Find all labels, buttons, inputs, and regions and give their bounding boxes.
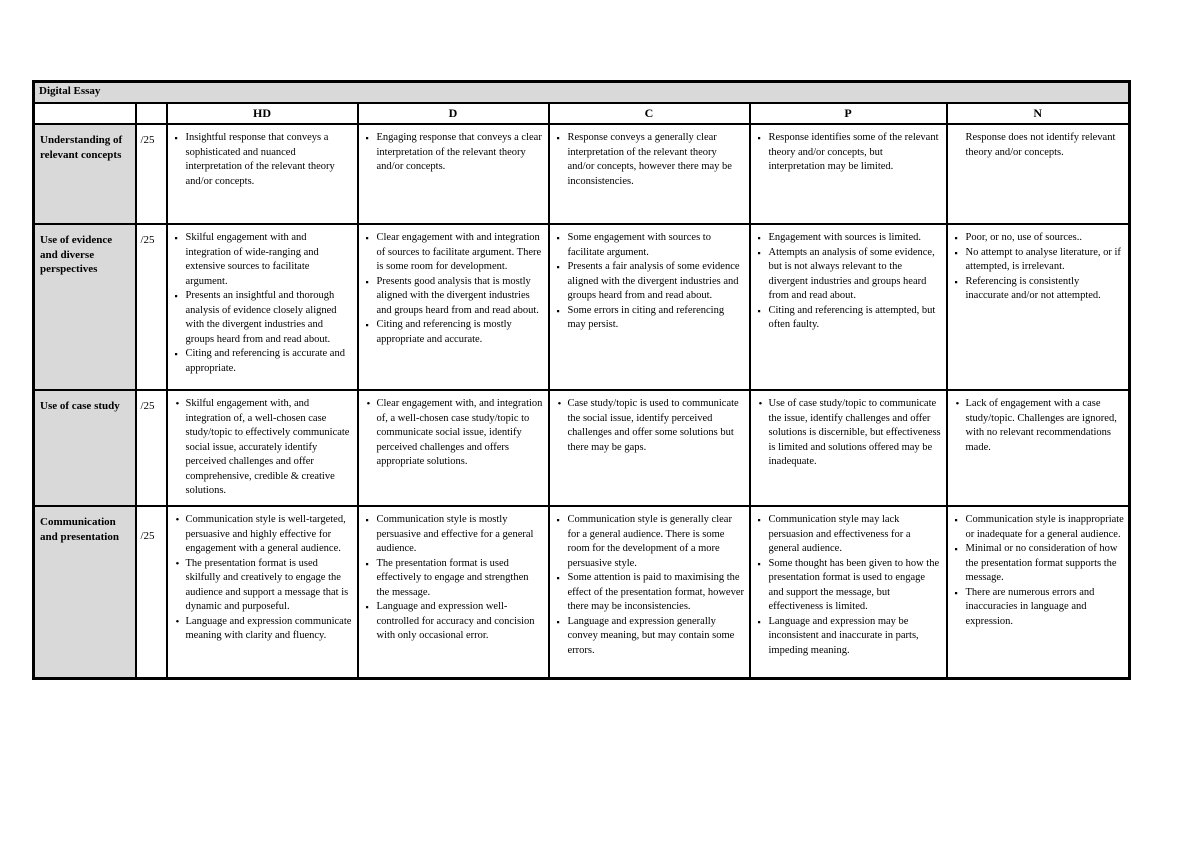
descriptor-point: ▪ Poor, or no, use of sources.. — [966, 231, 1125, 246]
criterion-label: Use of evidence and diverse perspectives — [34, 224, 136, 390]
descriptor-n — [947, 224, 1130, 390]
descriptor-point: ▪ Referencing is consistently inaccurate and/or not attempted. — [966, 275, 1125, 304]
descriptor-point: ▪ Communication style is inappropriate or inadequate for a general audience. — [966, 513, 1125, 542]
descriptor-point: • The presentation format is used skilfully and creatively to engage the audience and support a message that is dynamic and purposeful. — [186, 557, 353, 615]
descriptor-point: ▪ Language and expression generally convey meaning, but may contain some errors. — [568, 615, 745, 659]
score-out-of: /25 — [136, 390, 167, 506]
descriptor-point: ▪ Citing and referencing is attempted, but often faulty. — [769, 304, 942, 333]
descriptor-point: ▪ Engaging response that conveys a clear interpretation of the relevant theory and/or concepts. — [377, 131, 544, 175]
descriptor-p — [750, 224, 947, 390]
grade-header-n: N — [947, 103, 1130, 124]
descriptor-point: ▪ Some attention is paid to maximising the effect of the presentation format, however there may be inconsistencies. — [568, 571, 745, 615]
descriptor-c — [549, 506, 750, 678]
descriptor-d — [358, 224, 549, 390]
grade-header-hd: HD — [167, 103, 358, 124]
descriptor-point: • Lack of engagement with a case study/topic. Challenges are ignored, with no relevant recommendations made. — [966, 397, 1125, 455]
descriptor-point: ▪ Communication style is generally clear for a general audience. There is some room for the development of a more persuasive style. — [568, 513, 745, 571]
descriptor-p — [750, 124, 947, 224]
descriptor-hd — [167, 390, 358, 506]
criterion-row-case-study — [34, 390, 1130, 506]
header-blank-criterion — [34, 103, 136, 124]
table-title: Digital Essay — [34, 82, 1130, 104]
score-out-of: /25 — [136, 124, 167, 224]
rubric-table — [32, 80, 1131, 680]
descriptor-n — [947, 390, 1130, 506]
descriptor-point: • Use of case study/topic to communicate the issue, identify challenges and offer solutions is discernible, but effectiveness is limited and solutions offered may be inadequate. — [769, 397, 942, 470]
score-out-of: /25 — [136, 224, 167, 390]
descriptor-hd — [167, 124, 358, 224]
criterion-label: Understanding of relevant concepts — [34, 124, 136, 224]
descriptor-c — [549, 224, 750, 390]
descriptor-hd — [167, 224, 358, 390]
descriptor-c — [549, 390, 750, 506]
descriptor-point: ▪ Presents an insightful and thorough analysis of evidence closely aligned with the divergent industries and groups heard from and read about. — [186, 289, 353, 347]
descriptor-point: ▪ Language and expression well-controlled for accuracy and concision with only occasional error. — [377, 600, 544, 644]
descriptor-point: ▪ Response identifies some of the relevant theory and/or concepts, but interpretation may be limited. — [769, 131, 942, 175]
descriptor-point: ▪ Engagement with sources is limited. — [769, 231, 942, 246]
descriptor-d — [358, 390, 549, 506]
descriptor-point: ▪ No attempt to analyse literature, or if attempted, is irrelevant. — [966, 246, 1125, 275]
header-blank-score — [136, 103, 167, 124]
descriptor-point: ▪ There are numerous errors and inaccuracies in language and expression. — [966, 586, 1125, 630]
grade-header-row — [34, 103, 1130, 124]
descriptor-n — [947, 506, 1130, 678]
grade-header-d: D — [358, 103, 549, 124]
descriptor-point: • Case study/topic is used to communicate the social issue, identify perceived challenges and offer some solutions but there may be gaps. — [568, 397, 745, 455]
descriptor-point: ▪ Citing and referencing is mostly appropriate and accurate. — [377, 318, 544, 347]
descriptor-point: ▪ Minimal or no consideration of how the presentation format supports the message. — [966, 542, 1125, 586]
descriptor-point: ▪ Citing and referencing is accurate and appropriate. — [186, 347, 353, 376]
descriptor-point: • Clear engagement with, and integration of, a well-chosen case study/topic to communicate social issue, identify perceived challenges and offers appropriate solutions. — [377, 397, 544, 470]
descriptor-point: ▪ Communication style is mostly persuasive and effective for a general audience. — [377, 513, 544, 557]
descriptor-c — [549, 124, 750, 224]
descriptor-point: ▪ Attempts an analysis of some evidence, but is not always relevant to the divergent industries and groups heard from and read about. — [769, 246, 942, 304]
criterion-label: Use of case study — [34, 390, 136, 506]
criterion-row-evidence — [34, 224, 1130, 390]
descriptor-point: ▪ Clear engagement with and integration of sources to facilitate argument. There is some room for development. — [377, 231, 544, 275]
descriptor-point: ▪ Some engagement with sources to facilitate argument. — [568, 231, 745, 260]
criterion-row-understanding — [34, 124, 1130, 224]
descriptor-point: ▪ Response conveys a generally clear interpretation of the relevant theory and/or concepts, however there may be inconsistencies. — [568, 131, 745, 189]
descriptor-point: ▪ Skilful engagement with and integration of wide-ranging and extensive sources to facilitate argument. — [186, 231, 353, 289]
criterion-label: Communication and presentation — [34, 506, 136, 678]
grade-header-p: P — [750, 103, 947, 124]
descriptor-point: ▪ The presentation format is used effectively to engage and strengthen the message. — [377, 557, 544, 601]
criterion-row-communication — [34, 506, 1130, 678]
descriptor-point: ▪ Language and expression may be inconsistent and inaccurate in parts, impeding meaning. — [769, 615, 942, 659]
descriptor-point: ▪ Presents a fair analysis of some evidence aligned with the divergent industries and groups heard from and read about. — [568, 260, 745, 304]
descriptor-point: Response does not identify relevant theory and/or concepts. — [965, 132, 1116, 158]
descriptor-point: • Skilful engagement with, and integration of, a well-chosen case study/topic to effectively communicate social issue, accurately identify perceived challenges and offer comprehensive, credible & creative solutions. — [186, 397, 353, 499]
descriptor-point: • Communication style is well-targeted, persuasive and highly effective for engagement with a general audience. — [186, 513, 353, 557]
descriptor-p — [750, 506, 947, 678]
descriptor-point: ▪ Some errors in citing and referencing may persist. — [568, 304, 745, 333]
title-row — [34, 82, 1130, 104]
descriptor-point: ▪ Some thought has been given to how the presentation format is used to engage and support the message, but effectiveness is limited. — [769, 557, 942, 615]
descriptor-d — [358, 506, 549, 678]
descriptor-hd — [167, 506, 358, 678]
score-out-of: /25 — [136, 506, 167, 678]
descriptor-point: ▪ Presents good analysis that is mostly aligned with the divergent industries and groups heard from and read about. — [377, 275, 544, 319]
descriptor-point: ▪ Communication style may lack persuasion and effectiveness for a general audience. — [769, 513, 942, 557]
grade-header-c: C — [549, 103, 750, 124]
descriptor-n — [947, 124, 1130, 224]
descriptor-point: ▪ Insightful response that conveys a sophisticated and nuanced interpretation of the relevant theory and/or concepts. — [186, 131, 353, 189]
descriptor-p — [750, 390, 947, 506]
descriptor-d — [358, 124, 549, 224]
descriptor-point: • Language and expression communicate meaning with clarity and fluency. — [186, 615, 353, 644]
